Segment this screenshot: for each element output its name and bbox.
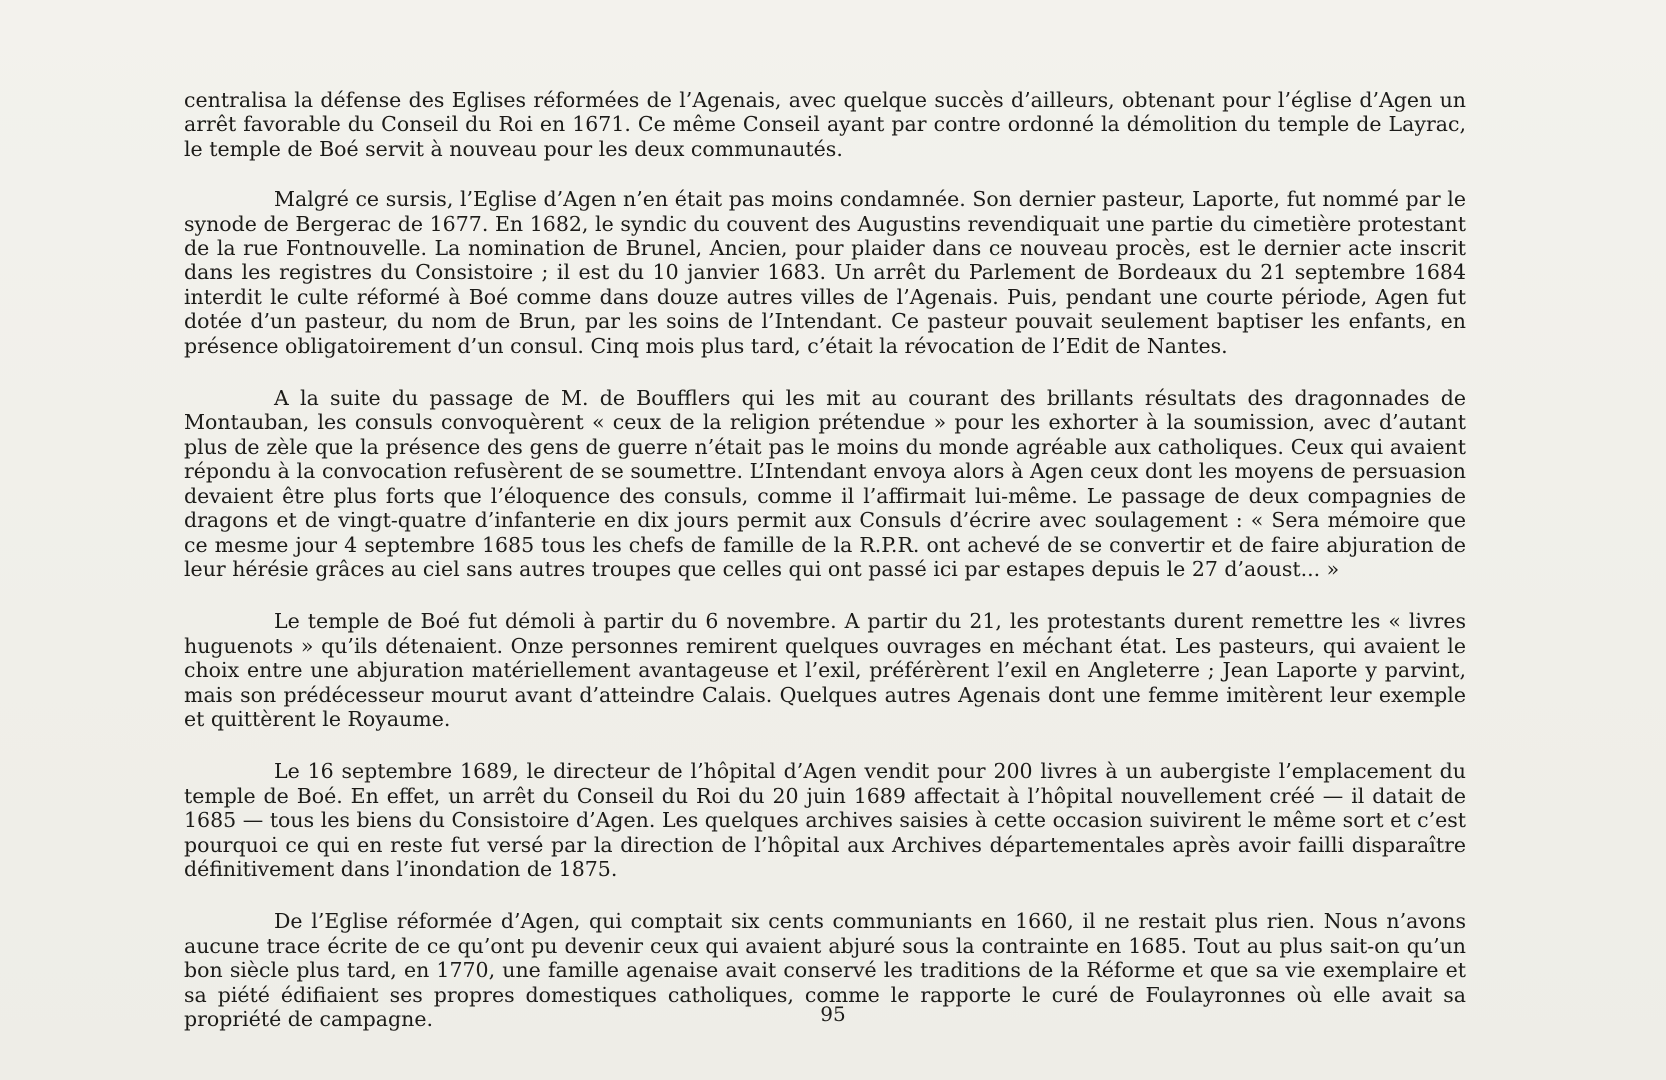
paragraph-2: Malgré ce sursis, l’Eglise d’Agen n’en était pas moins condamnée. Son dernier pasteur, Laporte, fut nommé par le synode de Bergerac de 1677. En 1682, le syndic du couvent des Augustins revendiquait une partie du cimetière protestant de la rue Fontnouvelle. La nomination de Brunel, Ancien, pour plaider dans ce nouveau procès, est le dernier acte inscrit dans les registres du Consistoire ; il est du 10 janvier 1683. Un arrêt du Parlement de Bordeaux du 21 septembre 1684 interdit le culte réformé à Boé comme dans douze autres villes de l’Agenais. Puis, pendant une courte période, Agen fut dotée d’un pasteur, du nom de Brun, par les soins de l’Intendant. Ce pasteur pouvait seulement baptiser les enfants, en présence obligatoirement d’un consul. Cinq mois plus tard, c’était la révocation de l’Edit de Nantes. [184, 187, 1466, 358]
paragraph-5: Le 16 septembre 1689, le directeur de l’hôpital d’Agen vendit pour 200 livres à un aubergiste l’emplacement du temple de Boé. En effet, un arrêt du Conseil du Roi du 20 juin 1689 affectait à l’hôpital nouvellement créé — il datait de 1685 — tous les biens du Consistoire d’Agen. Les quelques archives saisies à cette occasion suivirent le même sort et c’est pourquoi ce qui en reste fut versé par la direction de l’hôpital aux Archives départementales après avoir failli disparaître définitivement dans l’inondation de 1875. [184, 759, 1466, 881]
body-text [184, 88, 1466, 1031]
page-number: 95 [820, 1002, 846, 1026]
paragraph-1: centralisa la défense des Eglises réformées de l’Agenais, avec quelque succès d’ailleurs, obtenant pour l’église d’Agen un arrêt favorable du Conseil du Roi en 1671. Ce même Conseil ayant par contre ordonné la démolition du temple de Layrac, le temple de Boé servit à nouveau pour les deux communautés. [184, 88, 1466, 161]
paragraph-3: A la suite du passage de M. de Boufflers qui les mit au courant des brillants résultats des dragonnades de Montauban, les consuls convoquèrent « ceux de la religion prétendue » pour les exhorter à la soumission, avec d’autant plus de zèle que la présence des gens de guerre n’était pas le moins du monde agréable aux catholiques. Ceux qui avaient répondu à la convocation refusèrent de se soumettre. L’Intendant envoya alors à Agen ceux dont les moyens de persuasion devaient être plus forts que l’éloquence des consuls, comme il l’affirmait lui-même. Le passage de deux compagnies de dragons et de vingt-quatre d’infanterie en dix jours permit aux Consuls d’écrire avec soulagement : « Sera mémoire que ce mesme jour 4 septembre 1685 tous les chefs de famille de la R.P.R. ont achevé de se convertir et de faire abjuration de leur hérésie grâces au ciel sans autres troupes que celles qui ont passé ici par estapes depuis le 27 d’aoust... » [184, 386, 1466, 581]
paragraph-4: Le temple de Boé fut démoli à partir du 6 novembre. A partir du 21, les protestants durent remettre les « livres huguenots » qu’ils détenaient. Onze personnes remirent quelques ouvrages en méchant état. Les pasteurs, qui avaient le choix entre une abjuration matériellement avantageuse et l’exil, préférèrent l’exil en Angleterre ; Jean Laporte y parvint, mais son prédécesseur mourut avant d’atteindre Calais. Quelques autres Agenais dont une femme imitèrent leur exemple et quittèrent le Royaume. [184, 609, 1466, 731]
paragraph-6: De l’Eglise réformée d’Agen, qui comptait six cents communiants en 1660, il ne restait plus rien. Nous n’avons aucune trace écrite de ce qu’ont pu devenir ceux qui avaient abjuré sous la contrainte en 1685. Tout au plus sait-on qu’un bon siècle plus tard, en 1770, une famille agenaise avait conservé les traditions de la Réforme et que sa vie exemplaire et sa piété édifiaient ses propres domestiques catholiques, comme le rapporte le curé de Foulayronnes où elle avait sa propriété de campagne. [184, 909, 1466, 1031]
